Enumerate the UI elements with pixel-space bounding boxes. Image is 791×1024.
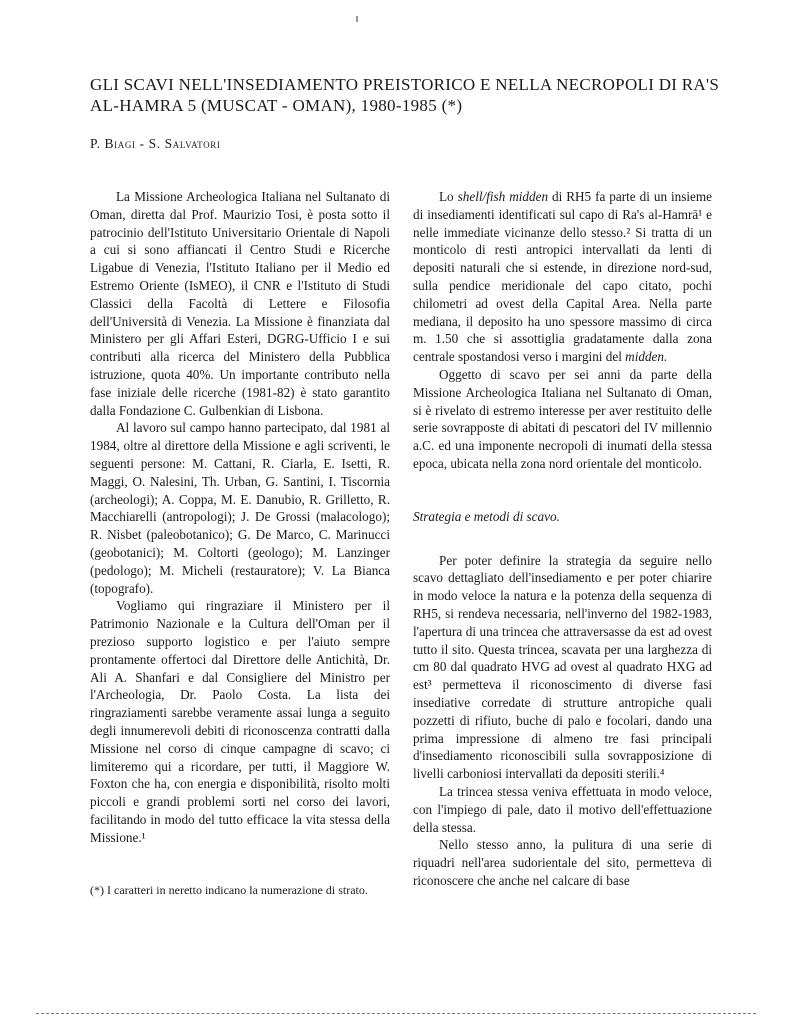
article-authors: P. Biagi - S. Salvatori bbox=[90, 136, 221, 151]
paragraph-trench-speed: La trincea stessa veniva effettuata in modo veloce, con l'impiego di pale, dato il motivo dell'effettuazione della stessa. bbox=[413, 783, 712, 835]
scan-mark bbox=[356, 16, 358, 22]
section-heading: Strategia e metodi di scavo. bbox=[413, 508, 560, 524]
scan-bottom-edge bbox=[36, 1013, 756, 1014]
footnote bbox=[90, 882, 390, 898]
article-title: GLI SCAVI NELL'INSEDIAMENTO PREISTORICO E NELLA NECROPOLI DI RA'S AL-HAMRA 5 (MUSCAT - OMAN), 1980-1985 (*) bbox=[90, 75, 720, 115]
midden-term: shell/fish midden bbox=[457, 189, 549, 204]
paragraph-midden bbox=[413, 188, 712, 366]
paragraph-trench: Per poter definire la strategia da seguire nello scavo dettagliato dell'insediamento e per poter chiarire in modo veloce la natura e la potenza della sequenza di RH5, si rendeva necessaria, nell'inverno del 1982-1983, l'apertura di una trincea che attraversasse da est ad ovest tutto il sito. Questa trincea, scavata per una larghezza di cm 80 dal quadrato HVG ad ovest al quadrato HXG ad est³ permetteva il riconoscimento di diverse fasi insediative corredate di strutture antropiche quali pozzetti di rifiuto, buche di palo e focolari, dando una prima impressione di almeno tre fasi principali d'insediamento riconoscibili sulla sovrapposizione di livelli carboniosi intervallati da depositi sterili.⁴ bbox=[413, 552, 712, 782]
midden-term-end: midden. bbox=[625, 349, 668, 365]
midden-prefix: Lo bbox=[439, 189, 458, 204]
paragraph-participants: Al lavoro sul campo hanno partecipato, dal 1981 al 1984, oltre al direttore della Missione e agli scriventi, le seguenti persone: M. Cattani, R. Ciarla, E. Isetti, R. Maggi, O. Nalesini, Th. Urban, G. Santini, I. Tiscornia (archeologi); A. Coppa, M. E. Danubio, R. Grilletto, R. Macchiarelli (antropologi); J. De Grossi (malacologo); R. Nisbet (paleobotanico); G. De Marco, C. Marinucci (geobotanici); M. Coltorti (geologo); M. Lanzinger (pedologo); M. Micheli (restauratore); V. La Bianca (topografo). bbox=[90, 420, 390, 596]
paragraph-mission: La Missione Archeologica Italiana nel Sultanato di Oman, diretta dal Prof. Maurizio Tosi, è posta sotto il patrocinio dell'Istituto Universitario Orientale di Napoli a cui si sono affiancati il Centro Studi e Ricerche Ligabue di Venezia, l'Istituto Italiano per il Medio ed Estremo Oriente (IsMEO), il CNR e l'Istituto di Studi Classici della Facoltà di Lettere e Filosofia dell'Università di Venezia. La Missione è finanziata dal Ministero per gli Affari Esteri, DGRG-Ufficio I e sui contributi alla ricerca del Ministero della Pubblica istruzione, quota 40%. Un importante contributo nella fase iniziale delle ricerche (1981-82) è stato garantito dalla Fondazione C. Gulbenkian di Lisbona. bbox=[90, 189, 390, 418]
midden-body: di RH5 fa parte di un insieme di insediamenti identificati sul capo di Ra's al-Hamrā¹ e nelle immediate vicinanze dello stesso.² Si tratta di un monticolo di resti antropici intervallati da lenti di depositi naturali che si estende, in direzione nord-sud, sulla pendice meridionale del capo citato, pochi chilometri ad ovest della Capital Area. Nella parte mediana, il deposito ha uno spessore massimo di circa m. 1.50 che si assottiglia gradatamente dalla zona centrale spostandosi verso i margini del bbox=[413, 189, 713, 365]
paragraph-cleaning: Nello stesso anno, la pulitura di una serie di riquadri nell'area sudorientale del sito, permetteva di riconoscere che anche nel calcare di base bbox=[413, 837, 712, 888]
footnote-text: (*) I caratteri in neretto indicano la numerazione di strato. bbox=[90, 883, 368, 897]
left-column bbox=[90, 188, 390, 846]
paragraph-acknowledgements: Vogliamo qui ringraziare il Ministero per il Patrimonio Nazionale e la Cultura dell'Oman per il prezioso supporto logistico e per l'aiuto sempre prontamente offertoci dal Direttore delle Antichità, Dr. Ali A. Shanfari e dal Consigliere del Ministro per l'Archeologia, Dr. Paolo Costa. La lista dei ringraziamenti sarebbe veramente assai lunga a seguito degli innumerevoli debiti di riconoscenza contratti dalla Missione nel corso di cinque campagne di scavo; ci limiteremo qui a ricordare, per tutti, il Maggiore W. Foxton che ha, con energia e disponibilità, risolto molti piccoli e grandi problemi sorti nel corso dei lavori, facilitando in modo del tutto efficace la vita stessa della Missione.¹ bbox=[90, 598, 390, 845]
paragraph-excavation-interest: Oggetto di scavo per sei anni da parte della Missione Archeologica Italiana nel Sultanato di Oman, si è rivelato di estremo interesse per aver restituito delle serie sovrapposte di abitati di pescatori del IV millennio a.C. ed una imponente necropoli di inumati della stessa epoca, ubicata nella zona nord orientale del monticolo. bbox=[413, 366, 712, 471]
right-column bbox=[413, 188, 712, 890]
